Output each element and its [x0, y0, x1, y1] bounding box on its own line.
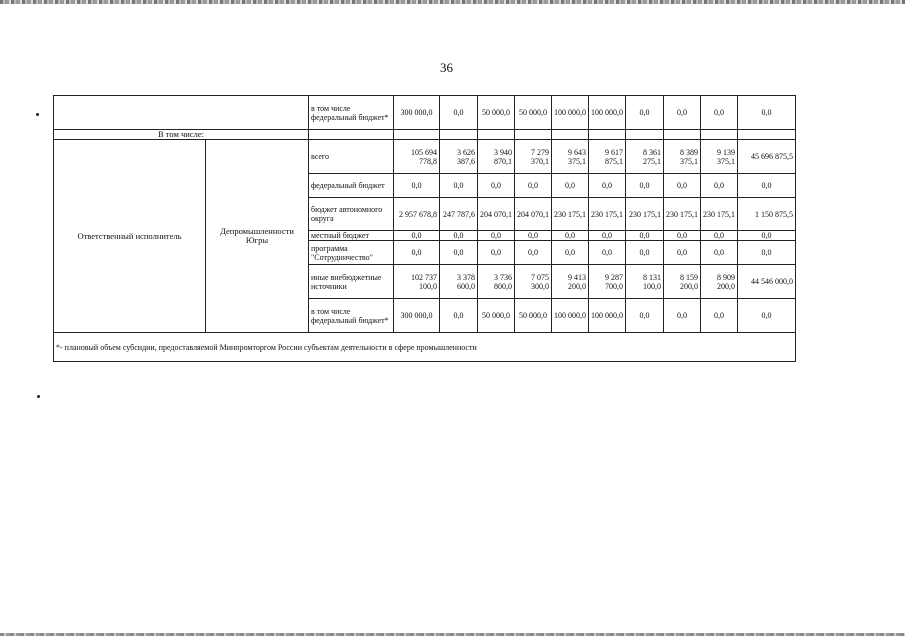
value-cell: 3 940 870,1	[478, 140, 515, 174]
value-cell: 7 075 300,0	[515, 265, 552, 299]
value-cell: 0,0	[626, 231, 664, 241]
row-label: иные внебюджетные источники	[309, 265, 394, 299]
empty-cell	[394, 130, 440, 140]
value-cell: 0,0	[664, 174, 701, 198]
value-cell: 0,0	[589, 241, 626, 265]
margin-mark	[37, 395, 40, 398]
value-cell: 9 617 875,1	[589, 140, 626, 174]
value-cell: 50 000,0	[478, 96, 515, 130]
value-cell: 0,0	[738, 231, 796, 241]
value-cell: 0,0	[589, 174, 626, 198]
value-cell: 230 175,1	[589, 198, 626, 231]
value-cell: 0,0	[738, 299, 796, 333]
value-cell: 0,0	[664, 96, 701, 130]
table-row	[54, 140, 796, 174]
value-cell: 9 139 375,1	[701, 140, 738, 174]
value-cell: 0,0	[552, 174, 589, 198]
value-cell: 0,0	[626, 299, 664, 333]
value-cell: 100 000,0	[552, 96, 589, 130]
value-cell: 230 175,1	[701, 198, 738, 231]
value-cell: 0,0	[589, 231, 626, 241]
margin-mark	[36, 113, 39, 116]
empty-cell	[589, 130, 626, 140]
value-cell: 0,0	[394, 174, 440, 198]
value-cell: 50 000,0	[515, 96, 552, 130]
budget-table	[53, 95, 796, 362]
value-cell: 0,0	[478, 174, 515, 198]
empty-cell	[738, 130, 796, 140]
value-cell: 204 070,1	[515, 198, 552, 231]
section-label: В том числе:	[54, 130, 309, 140]
empty-cell	[515, 130, 552, 140]
value-cell: 9 287 700,0	[589, 265, 626, 299]
value-cell: 0,0	[626, 241, 664, 265]
value-cell: 0,0	[394, 231, 440, 241]
value-cell: 230 175,1	[552, 198, 589, 231]
value-cell: 8 159 200,0	[664, 265, 701, 299]
empty-cell	[664, 130, 701, 140]
value-cell: 105 694 778,8	[394, 140, 440, 174]
value-cell: 0,0	[738, 174, 796, 198]
value-cell: 230 175,1	[664, 198, 701, 231]
value-cell: 230 175,1	[626, 198, 664, 231]
value-cell: 7 279 370,1	[515, 140, 552, 174]
value-cell: 44 546 000,0	[738, 265, 796, 299]
empty-cell	[54, 96, 309, 130]
value-cell: 0,0	[478, 231, 515, 241]
value-cell: 0,0	[440, 231, 478, 241]
value-cell: 8 361 275,1	[626, 140, 664, 174]
value-cell: 0,0	[478, 241, 515, 265]
value-cell: 0,0	[664, 299, 701, 333]
value-cell: 9 643 375,1	[552, 140, 589, 174]
empty-cell	[440, 130, 478, 140]
value-cell: 0,0	[552, 241, 589, 265]
empty-cell	[309, 130, 394, 140]
empty-cell	[701, 130, 738, 140]
value-cell: 300 000,0	[394, 299, 440, 333]
value-cell: 0,0	[701, 174, 738, 198]
value-cell: 8 131 100,0	[626, 265, 664, 299]
value-cell: 0,0	[440, 174, 478, 198]
value-cell: 300 000,0	[394, 96, 440, 130]
page-number: 36	[440, 60, 453, 75]
value-cell: 0,0	[552, 231, 589, 241]
empty-cell	[552, 130, 589, 140]
value-cell: 100 000,0	[589, 299, 626, 333]
value-cell: 0,0	[664, 231, 701, 241]
value-cell: 0,0	[626, 174, 664, 198]
row-label: бюджет автономного округа	[309, 198, 394, 231]
table-row	[54, 96, 796, 130]
scan-bottom-edge	[0, 633, 905, 636]
row-label: всего	[309, 140, 394, 174]
value-cell: 3 626 387,6	[440, 140, 478, 174]
empty-cell	[478, 130, 515, 140]
value-cell: 0,0	[394, 241, 440, 265]
value-cell: 204 070,1	[478, 198, 515, 231]
row-label: местный бюджет	[309, 231, 394, 241]
value-cell: 8 389 375,1	[664, 140, 701, 174]
scan-top-edge	[0, 0, 905, 4]
value-cell: 0,0	[440, 96, 478, 130]
value-cell: 100 000,0	[552, 299, 589, 333]
row-label: федеральный бюджет	[309, 174, 394, 198]
value-cell: 0,0	[701, 241, 738, 265]
value-cell: 50 000,0	[515, 299, 552, 333]
value-cell: 3 378 600,0	[440, 265, 478, 299]
value-cell: 0,0	[626, 96, 664, 130]
value-cell: 3 736 800,0	[478, 265, 515, 299]
value-cell: 0,0	[440, 241, 478, 265]
value-cell: 100 000,0	[589, 96, 626, 130]
value-cell: 247 787,6	[440, 198, 478, 231]
value-cell: 102 737 100,0	[394, 265, 440, 299]
value-cell: 0,0	[440, 299, 478, 333]
value-cell: 50 000,0	[478, 299, 515, 333]
value-cell: 0,0	[515, 174, 552, 198]
empty-cell	[626, 130, 664, 140]
value-cell: 0,0	[701, 299, 738, 333]
table-row	[54, 333, 796, 362]
value-cell: 0,0	[515, 231, 552, 241]
row-label: в том числе федеральный бюджет*	[309, 299, 394, 333]
value-cell: 45 696 875,5	[738, 140, 796, 174]
value-cell: 0,0	[515, 241, 552, 265]
value-cell: 9 413 200,0	[552, 265, 589, 299]
row-label: в том числе федеральный бюджет*	[309, 96, 394, 130]
department-label: Депромышленности Югры	[206, 140, 309, 333]
value-cell: 2 957 678,8	[394, 198, 440, 231]
value-cell: 8 909 200,0	[701, 265, 738, 299]
footnote: *- плановый объем субсидии, предоставляемой Минпромторгом России субъектам деятельности в сфере промышленности	[54, 333, 796, 362]
value-cell: 0,0	[701, 96, 738, 130]
value-cell: 0,0	[701, 231, 738, 241]
value-cell: 1 150 875,5	[738, 198, 796, 231]
value-cell: 0,0	[738, 96, 796, 130]
row-label: программа "Сотрудничество"	[309, 241, 394, 265]
value-cell: 0,0	[738, 241, 796, 265]
table-row	[54, 130, 796, 140]
executor-label: Ответственный исполнитель	[54, 140, 206, 333]
value-cell: 0,0	[664, 241, 701, 265]
